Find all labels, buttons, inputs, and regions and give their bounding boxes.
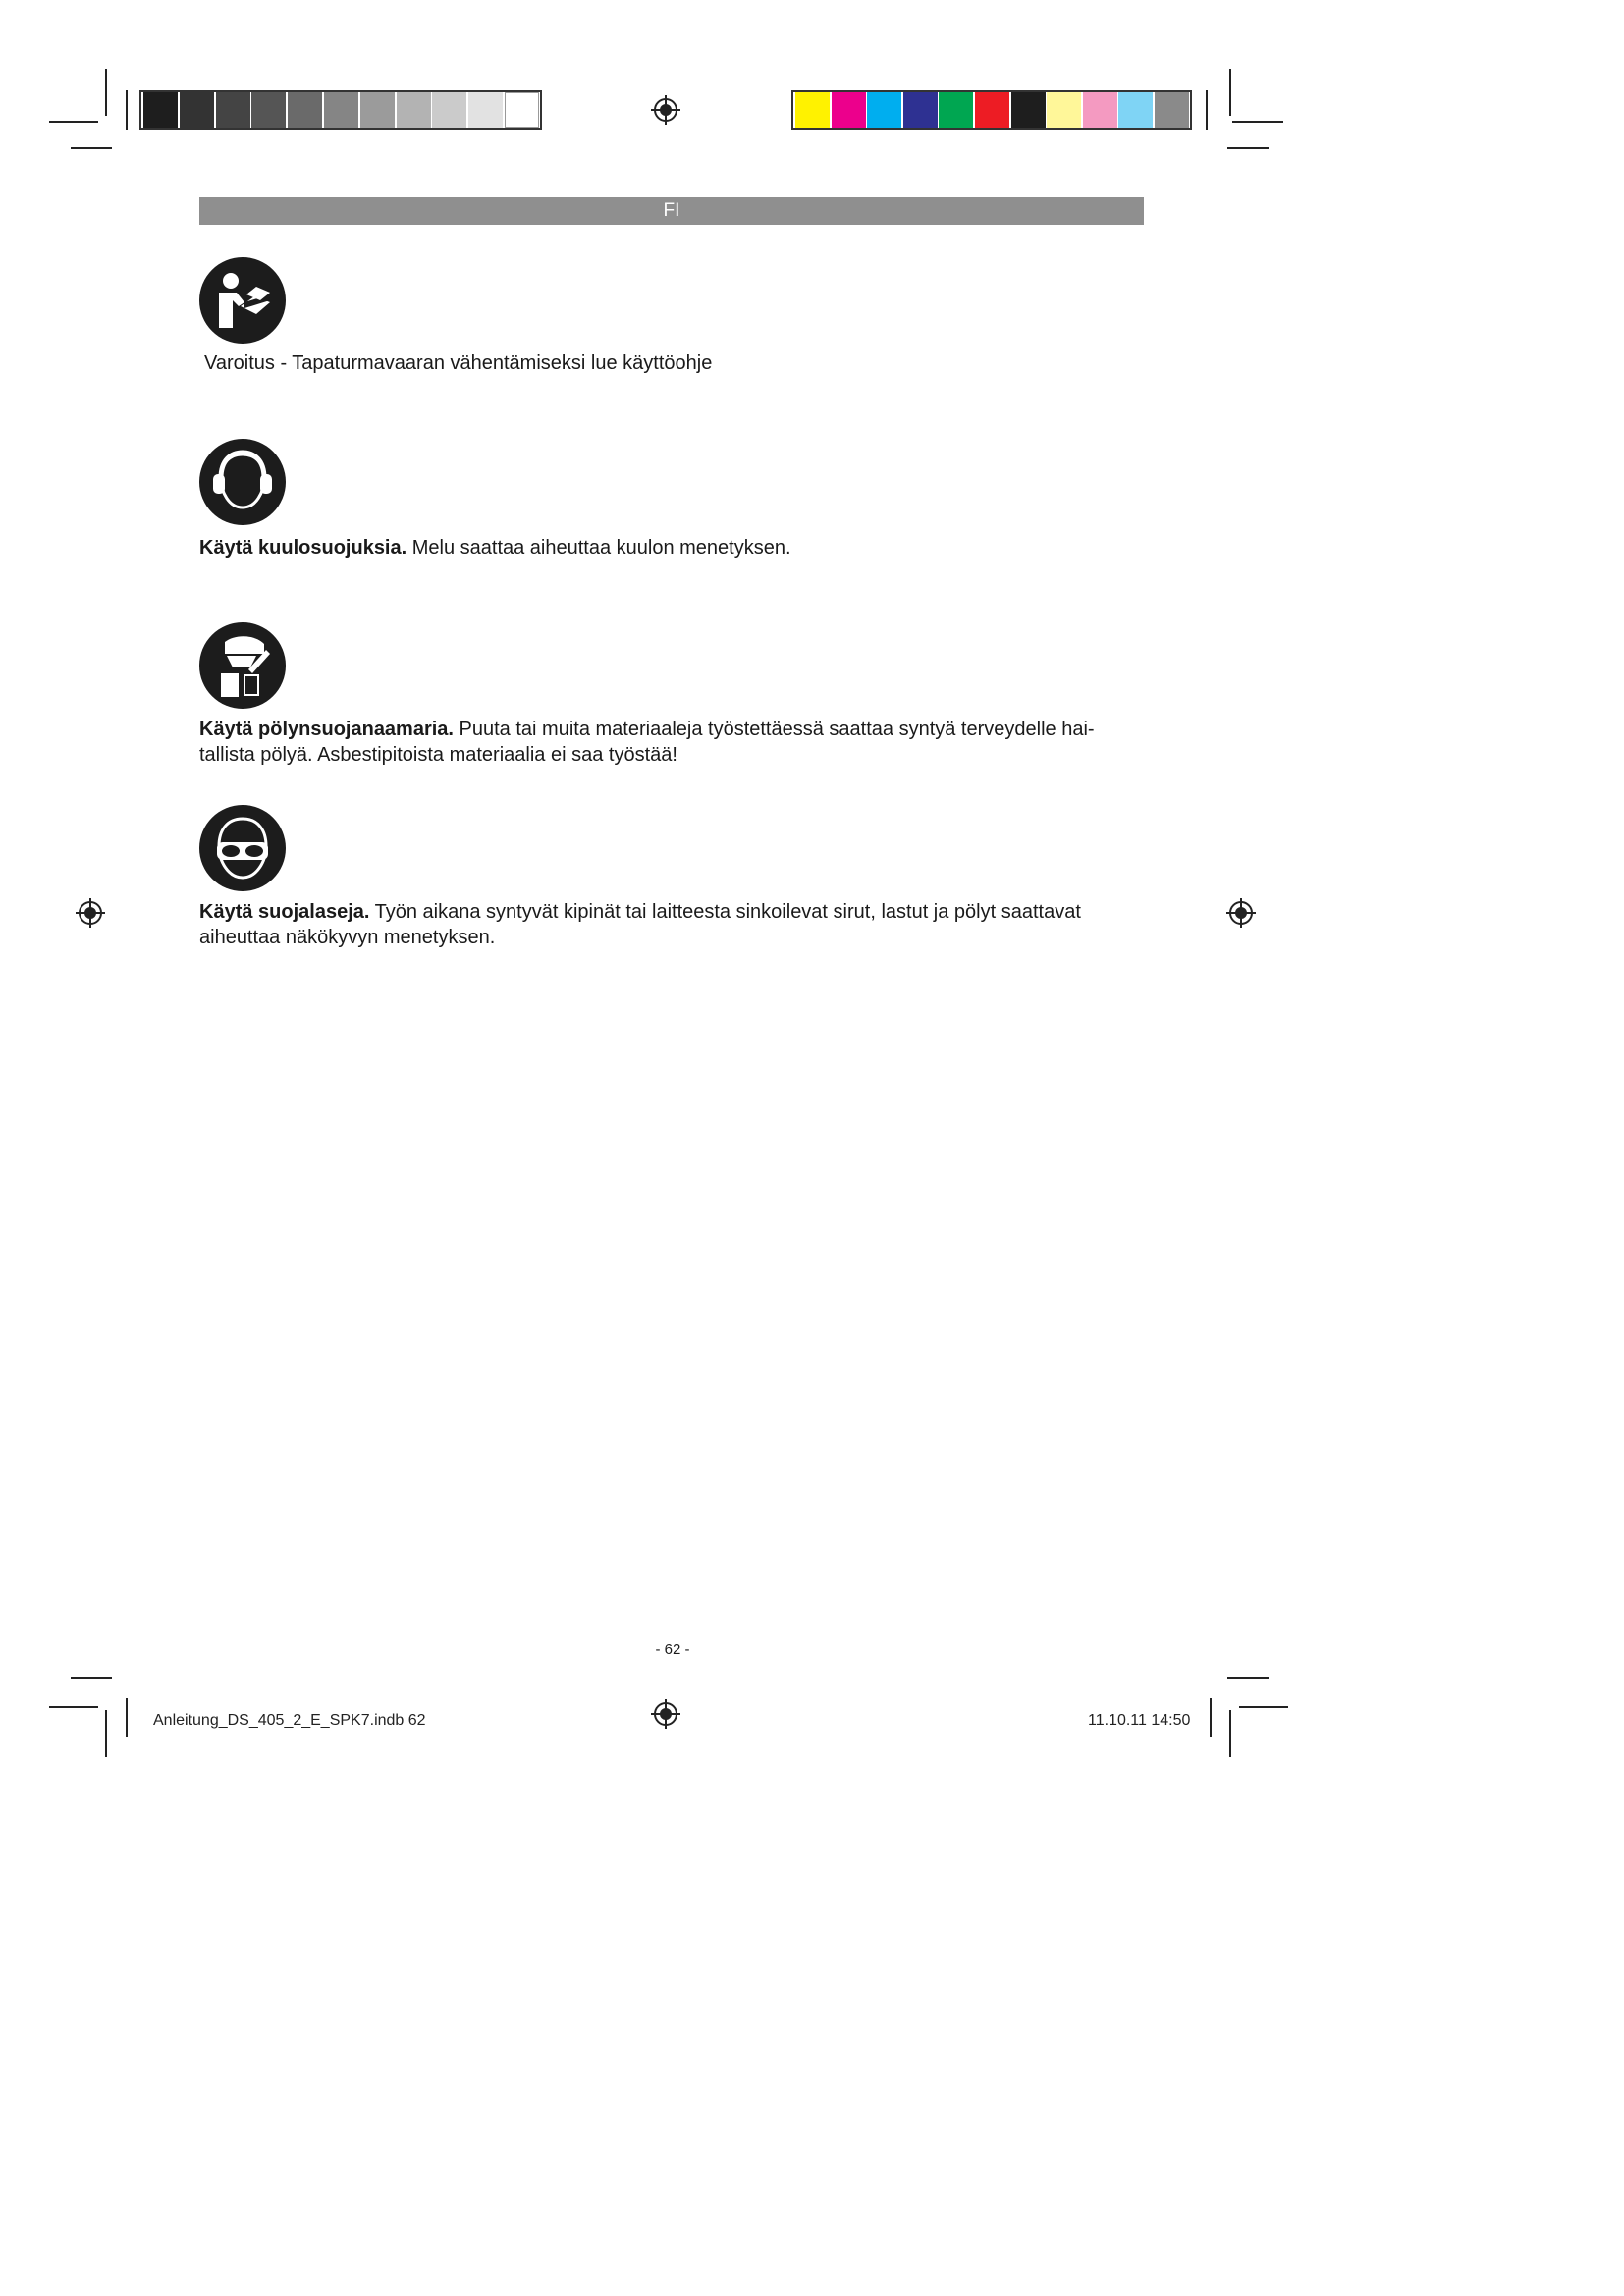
color-swatch — [867, 92, 901, 128]
color-swatch — [216, 92, 250, 128]
crop-mark — [126, 1698, 128, 1737]
color-swatch — [975, 92, 1009, 128]
color-swatch — [397, 92, 431, 128]
color-swatch — [939, 92, 973, 128]
color-swatch — [1118, 92, 1153, 128]
color-swatch — [143, 92, 178, 128]
color-swatch — [251, 92, 286, 128]
crop-mark — [1229, 1710, 1231, 1757]
language-header: FI — [199, 197, 1144, 225]
color-swatch — [795, 92, 830, 128]
color-swatch — [1155, 92, 1189, 128]
crop-mark — [71, 1677, 112, 1679]
registration-mark-icon — [74, 896, 107, 930]
crop-mark — [1210, 1698, 1212, 1737]
section-body-cont: tallista pölyä. Asbestipitoista materiaalia ei saa työstää! — [199, 744, 677, 766]
slug-filename: Anleitung_DS_405_2_E_SPK7.indb 62 — [153, 1712, 426, 1729]
ear-protection-icon — [197, 437, 288, 527]
section-body: Melu saattaa aiheuttaa kuulon menetyksen. — [406, 537, 791, 559]
page-number: - 62 - — [655, 1641, 690, 1658]
section-heading: Käytä pölynsuojanaamaria. — [199, 719, 454, 740]
section-text-ear-protection — [199, 535, 1142, 561]
color-swatch — [1011, 92, 1046, 128]
slug-date: 11.10.11 14:50 — [1088, 1712, 1191, 1729]
safety-goggles-icon — [197, 803, 288, 893]
color-swatch — [180, 92, 214, 128]
color-swatch — [432, 92, 466, 128]
crop-mark — [71, 147, 112, 149]
section-body-cont: aiheuttaa näkökyvyn menetyksen. — [199, 927, 496, 948]
color-swatch — [288, 92, 322, 128]
section-text-safety-goggles — [199, 899, 1142, 950]
color-swatch — [360, 92, 395, 128]
crop-mark — [126, 90, 128, 130]
dust-mask-icon — [197, 620, 288, 711]
section-heading: Käytä kuulosuojuksia. — [199, 537, 407, 559]
section-text-dust-mask — [199, 717, 1142, 768]
crop-mark — [1206, 90, 1208, 130]
registration-mark-icon — [649, 1697, 682, 1731]
color-swatch — [324, 92, 358, 128]
crop-mark — [1232, 121, 1283, 123]
section-body: Varoitus - Tapaturmavaaran vähentämiseksi lue käyttöohje — [204, 352, 713, 374]
section-text-read-manual — [204, 350, 1147, 376]
crop-mark — [105, 69, 107, 116]
crop-mark — [1229, 69, 1231, 116]
section-heading: Käytä suojalaseja. — [199, 901, 370, 923]
crop-mark — [1227, 1677, 1269, 1679]
color-swatch — [903, 92, 938, 128]
read-manual-icon — [197, 255, 288, 346]
section-body: Puuta tai muita materiaaleja työstettäessä saattaa syntyä terveydelle hai- — [453, 719, 1095, 740]
color-swatch — [505, 92, 539, 128]
color-swatch — [468, 92, 503, 128]
crop-mark — [1227, 147, 1269, 149]
color-swatch — [1047, 92, 1081, 128]
crop-mark — [49, 1706, 98, 1708]
section-body: Työn aikana syntyvät kipinät tai laitteesta sinkoilevat sirut, lastut ja pölyt saattavat — [369, 901, 1081, 923]
registration-mark-icon — [1224, 896, 1258, 930]
registration-mark-icon — [649, 93, 682, 127]
color-swatch — [832, 92, 866, 128]
crop-mark — [49, 121, 98, 123]
crop-mark — [1239, 1706, 1288, 1708]
color-swatch — [1083, 92, 1117, 128]
crop-mark — [105, 1710, 107, 1757]
